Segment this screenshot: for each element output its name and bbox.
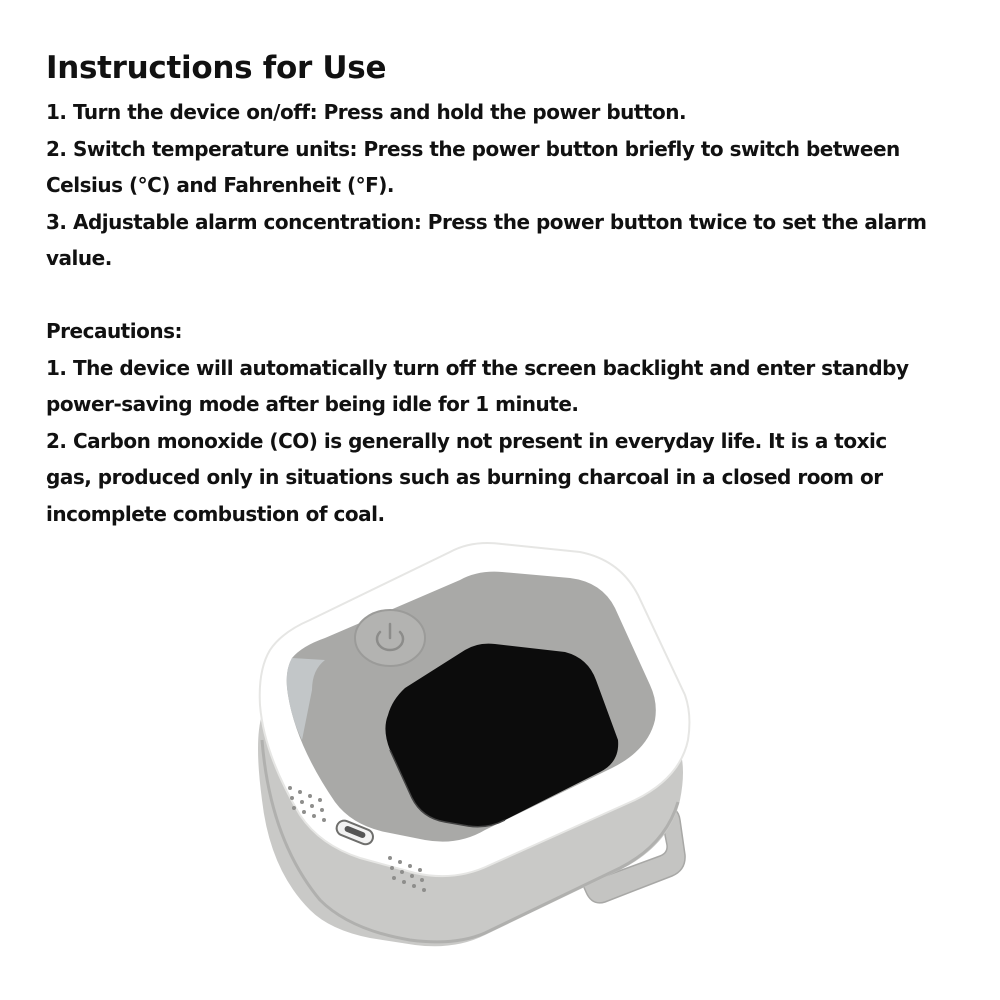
precaution-line-1: 1. The device will automatically turn off the screen backlight and enter standby bbox=[46, 355, 909, 380]
precaution-line-3: 2. Carbon monoxide (CO) is generally not present in everyday life. It is a toxic bbox=[46, 428, 887, 453]
section-gap bbox=[46, 277, 966, 313]
instructions-title: Instructions for Use bbox=[46, 50, 387, 86]
precaution-line-5: incomplete combustion of coal. bbox=[46, 501, 385, 526]
co-detector-device-image bbox=[240, 540, 720, 960]
instruction-line-3: Celsius (°C) and Fahrenheit (°F). bbox=[46, 173, 395, 198]
precaution-line-2: power-saving mode after being idle for 1 minute. bbox=[46, 392, 579, 417]
instruction-line-2: 2. Switch temperature units: Press the power button briefly to switch between bbox=[46, 136, 900, 161]
precautions-title: Precautions: bbox=[46, 318, 182, 343]
instruction-line-4: 3. Adjustable alarm concentration: Press the power button twice to set the alarm bbox=[46, 209, 927, 234]
instruction-line-1: 1. Turn the device on/off: Press and hold the power button. bbox=[46, 100, 687, 124]
instruction-line-5: value. bbox=[46, 246, 112, 271]
text-content bbox=[46, 48, 966, 533]
power-button bbox=[355, 610, 425, 666]
precaution-line-4: gas, produced only in situations such as burning charcoal in a closed room or bbox=[46, 465, 883, 490]
